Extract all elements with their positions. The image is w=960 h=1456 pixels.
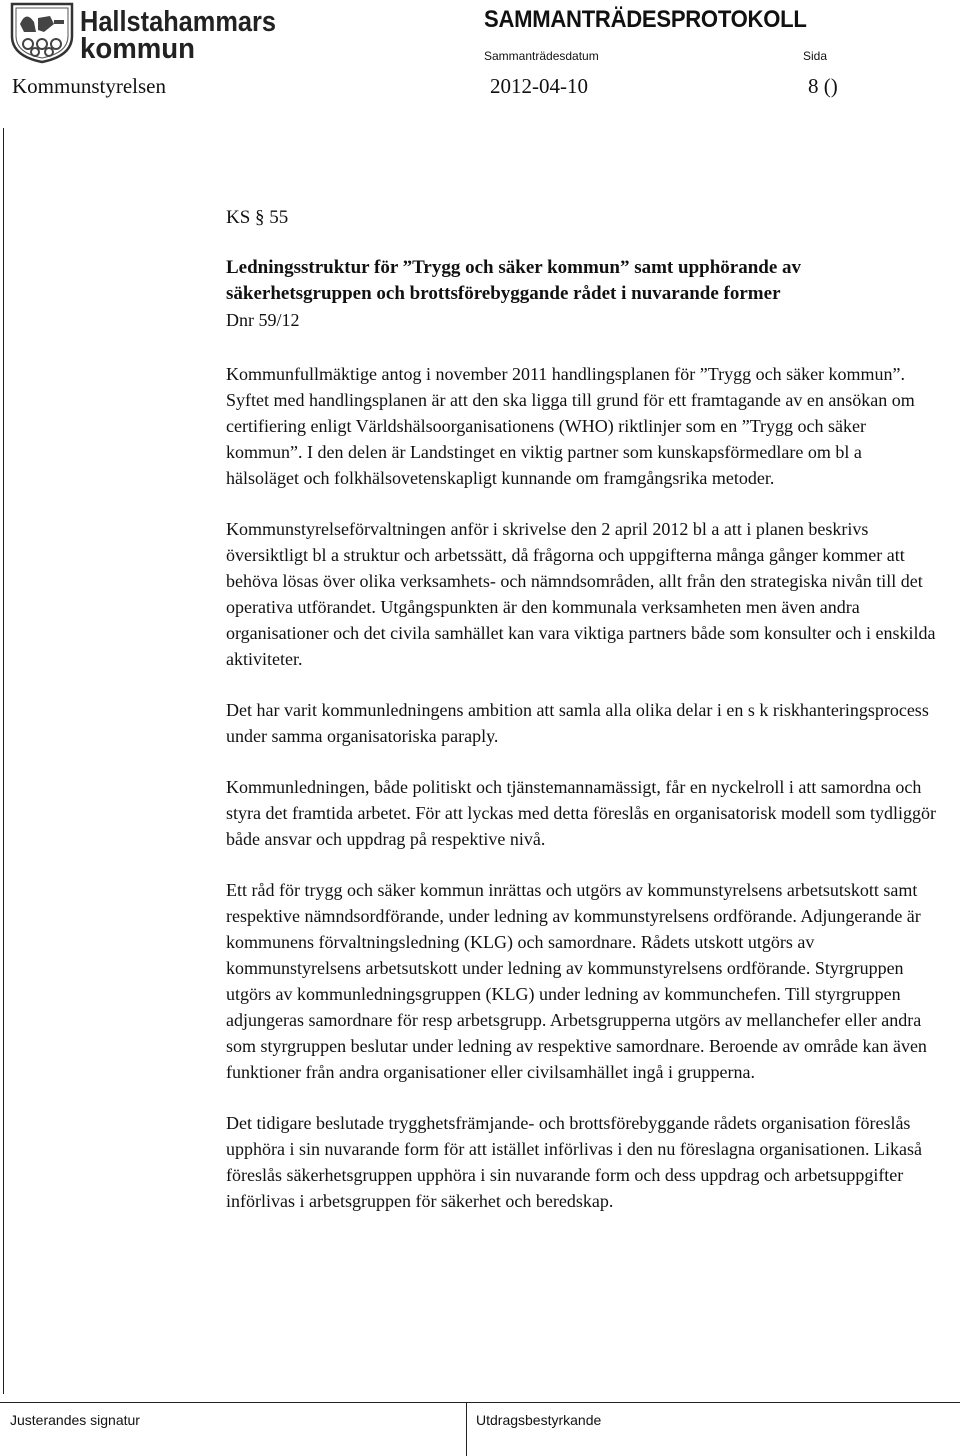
protocol-body: [226, 205, 936, 1239]
municipality-logo: [10, 2, 278, 64]
paragraph: Det tidigare beslutade trygghetsfrämjande- och brottsförebyggande rådets organisation föreslås upphöra i sin nuvarande form för att istället införlivas i den nu föreslagna organisationen. Likaså föreslås säkerhetsgruppen upphöra i sin nuvarande form och dess uppdrag och arbetsuppgifter införlivas i arbetsgruppen för säkerhet och beredskap.: [226, 1113, 922, 1211]
subject-line-2: säkerhetsgruppen och brottsförebyggande rådet i nuvarande former: [226, 283, 781, 304]
signature-label: Justerandes signatur: [10, 1412, 140, 1428]
paragraph: Kommunledningen, både politiskt och tjänstemannamässigt, får en nyckelroll i att samordna och styra det framtida arbetet. För att lyckas med detta föreslås en organisatorisk modell som tydliggör både ansvar och uppdrag på respektive nivå.: [226, 777, 936, 849]
organ-name: Kommunstyrelsen: [12, 74, 166, 98]
paragraph: Kommunstyrelseförvaltningen anför i skrivelse den 2 april 2012 bl a att i planen beskrivs översiktligt bl a struktur och arbetssätt, då frågorna och uppgifterna många gånger kommer att behöva lösas över olika verksamhets- och nämndsområden, allt från den strategiska nivån till det operativa utförandet. Utgångspunkten är den kommunala verksamheten men även andra organisationer och det civila samhället kan vara viktiga partners både som konsulter och i enskilda aktiviteter.: [226, 519, 936, 669]
page-number: 8 (): [808, 74, 838, 98]
section-subject: [226, 255, 936, 307]
footer-column-divider: [466, 1402, 467, 1456]
logo-line1: Hallstahammars: [80, 6, 276, 38]
paragraph: Det har varit kommunledningens ambition att samla alla olika delar i en s k riskhanteringsprocess under samma organisatoriska paraply.: [226, 700, 929, 746]
protocol-title: SAMMANTRÄDESPROTOKOLL: [484, 6, 807, 33]
paragraph: Kommunfullmäktige antog i november 2011 handlingsplanen för ”Trygg och säker kommun”. Syftet med handlingsplanen är att den ska ligga till grund för ett framtagande av en ansökan om certifiering enligt Världshälsoorganisationens (WHO) riktlinjer som en ”Trygg och säker kommun”. I den delen är Landstinget en viktig partner som kunskapsförmedlare om bl a hälsoläget och folkhälsovetenskapligt kunnande om framgångsrika metoder.: [226, 364, 915, 488]
meeting-date-label: Sammanträdesdatum: [484, 49, 599, 63]
paragraph: Ett råd för trygg och säker kommun inrättas och utgörs av kommunstyrelsens arbetsutskott samt respektive nämndsordförande, under ledning av kommunstyrelsens ordförande. Adjungerande är kommunens förvaltningsledning (KLG) och samordnare. Rådets utskott utgörs av kommunstyrelsens arbetsutskott under ledning av kommunstyrelsens ordförande. Styrgruppen utgörs av kommunledningsgruppen (KLG) under ledning av kommunchefen. Till styrgruppen adjungeras samordnare för resp arbetsgrupp. Arbetsgrupperna utgörs av mellanchefer eller andra som styrgruppen beslutar under ledning av respektive samordnare. Beroende av område kan även funktioner från andra organisationer eller civilsamhället ingå i grupperna.: [226, 880, 927, 1082]
diary-number: Dnr 59/12: [226, 310, 300, 330]
logo-line2: kommun: [80, 33, 195, 65]
page-label: Sida: [803, 49, 828, 63]
coat-of-arms-icon: [10, 2, 278, 64]
meeting-date: 2012-04-10: [490, 74, 588, 98]
extract-certification-label: Utdragsbestyrkande: [476, 1412, 602, 1428]
left-margin-rule: [3, 128, 4, 1394]
footer-divider: [0, 1402, 960, 1403]
section-id: KS § 55: [226, 207, 289, 228]
subject-line-1: Ledningsstruktur för ”Trygg och säker kommun” samt upphörande av: [226, 257, 802, 278]
